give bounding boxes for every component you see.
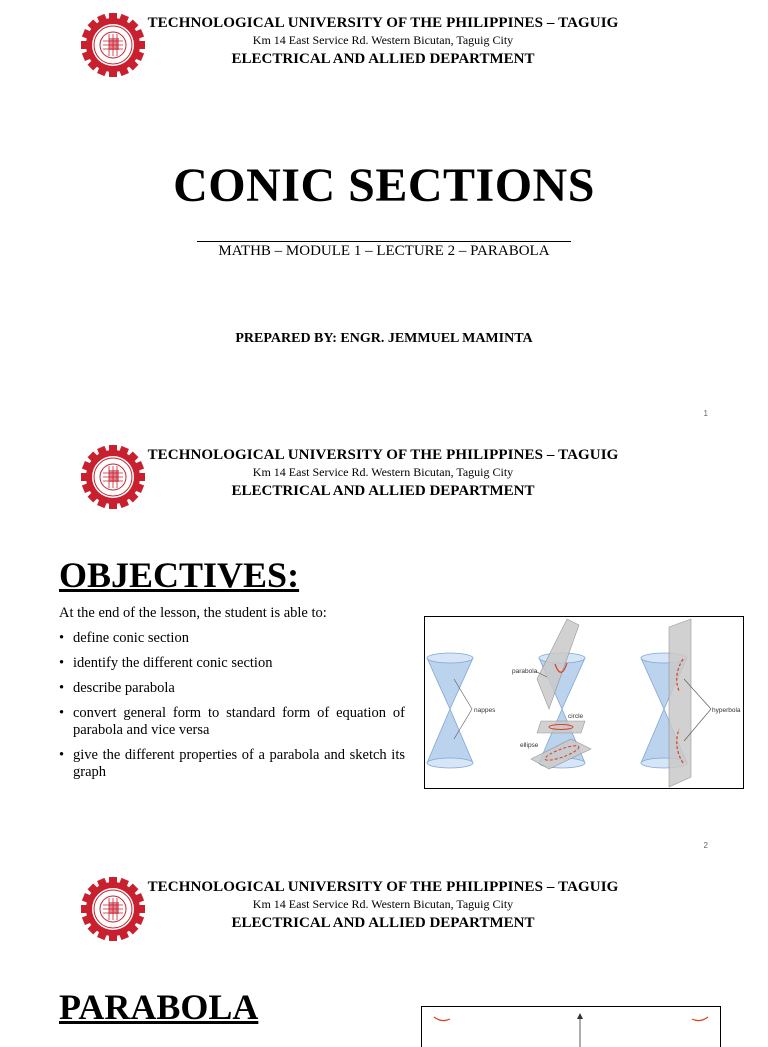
university-address: Km 14 East Service Rd. Western Bicutan, Taguig City — [252, 33, 514, 47]
bullet-icon: • — [59, 705, 65, 721]
slide-header — [140, 446, 626, 501]
page-number: 2 — [703, 841, 708, 850]
university-logo — [80, 444, 146, 510]
title-divider — [197, 241, 571, 242]
slide-1 — [0, 0, 768, 432]
list-item-text: describe parabola — [73, 680, 175, 696]
list-item — [59, 680, 405, 697]
label-parabola: parabola — [512, 668, 538, 675]
bullet-icon: • — [59, 630, 65, 646]
bullet-icon: • — [59, 655, 65, 671]
university-logo — [80, 876, 146, 942]
slide-header — [140, 14, 626, 69]
slide-subtitle: MATHB – MODULE 1 – LECTURE 2 – PARABOLA — [218, 243, 550, 259]
parabola-graph-figure — [421, 1006, 721, 1047]
label-circle: circle — [568, 713, 584, 720]
list-item — [59, 747, 405, 781]
bullet-icon: • — [59, 680, 65, 696]
slide-header — [140, 878, 626, 933]
label-ellipse: ellipse — [520, 742, 539, 749]
list-item-text: identify the different conic section — [73, 655, 273, 671]
department-name: ELECTRICAL AND ALLIED DEPARTMENT — [231, 483, 535, 499]
double-cone-center — [531, 619, 591, 769]
list-item-text: convert general form to standard form of equation of parabola and vice versa — [73, 705, 405, 738]
page-number: 1 — [703, 409, 708, 418]
university-name: TECHNOLOGICAL UNIVERSITY OF THE PHILIPPINES – TAGUIG — [147, 879, 619, 895]
department-name: ELECTRICAL AND ALLIED DEPARTMENT — [231, 915, 535, 931]
list-item-text: define conic section — [73, 630, 189, 646]
department-name: ELECTRICAL AND ALLIED DEPARTMENT — [231, 51, 535, 67]
parabola-heading: PARABOLA — [59, 987, 259, 1027]
list-item — [59, 655, 405, 672]
double-cone-nappes — [427, 653, 473, 768]
slide-2 — [0, 432, 768, 864]
double-cone-hyperbola — [641, 619, 711, 787]
university-address: Km 14 East Service Rd. Western Bicutan, Taguig City — [252, 465, 514, 479]
objectives-intro: At the end of the lesson, the student is able to: — [59, 605, 327, 621]
label-nappes: nappes — [474, 707, 496, 714]
university-name: TECHNOLOGICAL UNIVERSITY OF THE PHILIPPINES – TAGUIG — [147, 15, 619, 31]
university-logo — [80, 12, 146, 78]
label-hyperbola: hyperbola — [712, 707, 741, 714]
list-item-text: give the different properties of a parabola and sketch its graph — [73, 747, 405, 780]
objectives-heading: OBJECTIVES: — [59, 555, 300, 595]
university-name: TECHNOLOGICAL UNIVERSITY OF THE PHILIPPINES – TAGUIG — [147, 447, 619, 463]
prepared-by: PREPARED BY: ENGR. JEMMUEL MAMINTA — [235, 331, 533, 346]
university-address: Km 14 East Service Rd. Western Bicutan, Taguig City — [252, 897, 514, 911]
slide-3 — [0, 864, 768, 1027]
bullet-icon: • — [59, 747, 65, 763]
conic-sections-figure — [424, 616, 744, 789]
slide-title: CONIC SECTIONS — [173, 159, 595, 212]
list-item — [59, 630, 405, 647]
list-item — [59, 705, 405, 739]
objectives-list — [59, 630, 405, 789]
